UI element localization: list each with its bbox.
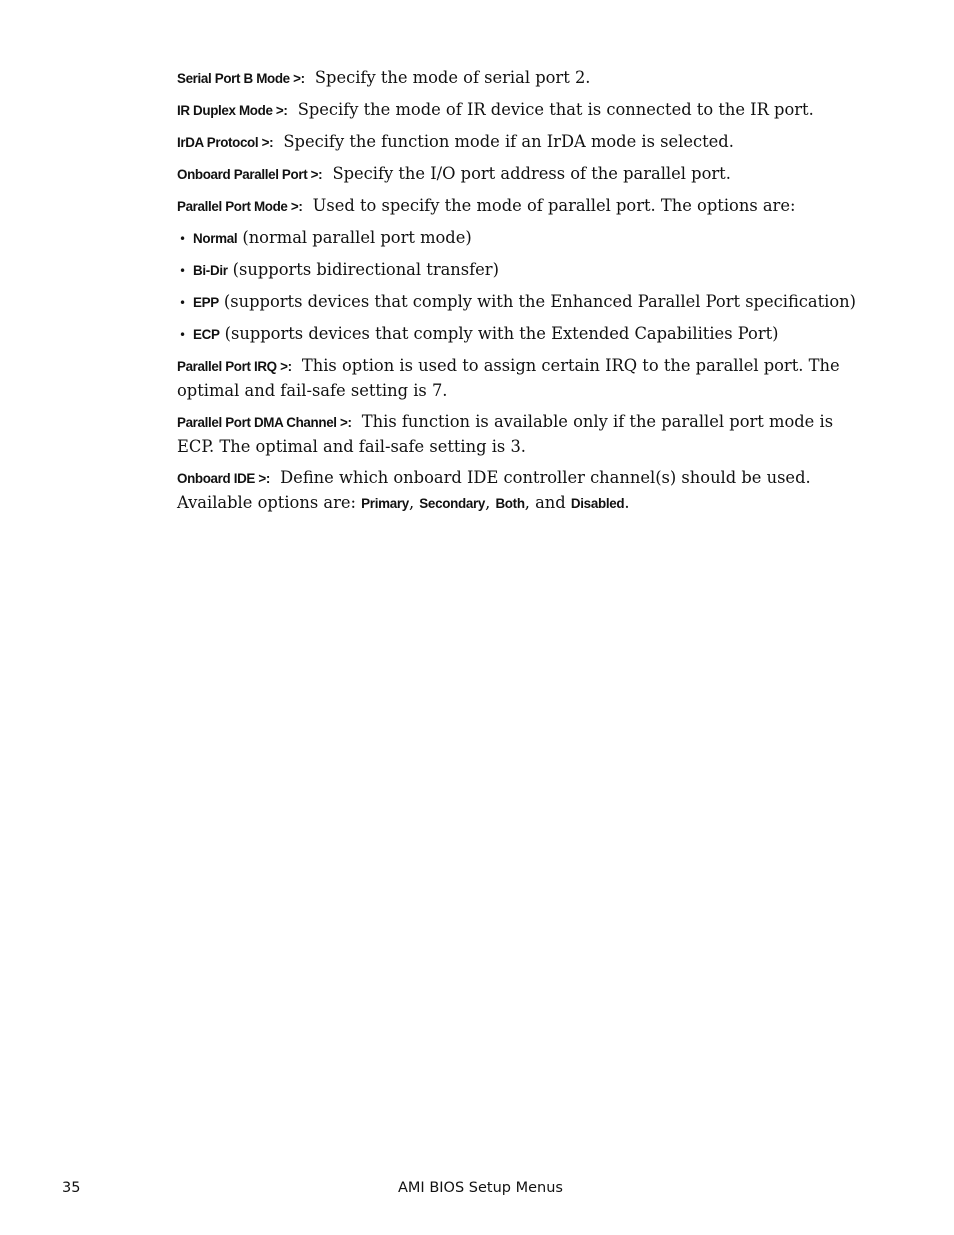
entry-label: Parallel Port DMA Channel >: <box>177 415 352 430</box>
option-desc: (supports devices that comply with the Enhanced Parallel Port specification) <box>223 292 857 311</box>
entry-parallel-port-mode <box>177 194 867 219</box>
option-desc: (supports devices that comply with the Extended Capabilities Port) <box>224 324 779 343</box>
entry-label: Serial Port B Mode >: <box>177 71 305 86</box>
entry-label: IrDA Protocol >: <box>177 135 274 150</box>
page-number: 35 <box>62 1180 81 1196</box>
separator: , <box>485 493 496 512</box>
entry-text: Define which onboard IDE controller channel(s) should be used. Available options are: <box>177 468 811 512</box>
entry-text: Specify the mode of serial port 2. <box>314 68 591 87</box>
list-item <box>177 290 867 315</box>
entry-serial-port-b-mode <box>177 66 867 91</box>
bullet-icon: • <box>179 264 187 278</box>
separator: , and <box>524 493 571 512</box>
entry-onboard-ide <box>177 466 867 516</box>
entry-text: Specify the I/O port address of the parallel port. <box>332 164 731 183</box>
option-term: EPP <box>193 295 219 310</box>
entry-ir-duplex-mode <box>177 98 867 123</box>
entry-label: Onboard Parallel Port >: <box>177 167 323 182</box>
option-primary: Primary <box>361 496 409 511</box>
option-disabled: Disabled <box>570 496 625 511</box>
bullet-icon: • <box>179 232 187 246</box>
option-desc: (normal parallel port mode) <box>242 228 472 247</box>
entry-text: Specify the function mode if an IrDA mode is selected. <box>283 132 734 151</box>
entry-text: This option is used to assign certain IRQ to the parallel port. The optimal and fail-safe setting is 7. <box>177 356 840 400</box>
entry-parallel-port-dma-channel <box>177 410 867 459</box>
entry-text: Used to specify the mode of parallel port. The options are: <box>312 196 796 215</box>
option-term: ECP <box>193 327 220 342</box>
sentence-end: . <box>624 493 630 512</box>
option-desc: (supports bidirectional transfer) <box>232 260 499 279</box>
bullet-icon: • <box>179 328 187 342</box>
option-both: Both <box>495 496 525 511</box>
entry-label: IR Duplex Mode >: <box>177 103 288 118</box>
option-term: Bi-Dir <box>193 263 228 278</box>
entry-text: This function is available only if the parallel port mode is ECP. The optimal and fail-safe setting is 3. <box>177 412 834 456</box>
document-body <box>177 66 867 523</box>
entry-parallel-port-irq <box>177 354 867 403</box>
entry-label: Parallel Port Mode >: <box>177 199 303 214</box>
list-item <box>177 322 867 347</box>
entry-irda-protocol <box>177 130 867 155</box>
parallel-port-mode-options <box>177 226 867 347</box>
entry-onboard-parallel-port <box>177 162 867 187</box>
running-footer-title: AMI BIOS Setup Menus <box>398 1180 563 1196</box>
list-item <box>177 258 867 283</box>
entry-text: Specify the mode of IR device that is connected to the IR port. <box>297 100 814 119</box>
separator: , <box>408 493 420 512</box>
list-item <box>177 226 867 251</box>
option-secondary: Secondary <box>419 496 486 511</box>
option-term: Normal <box>193 231 238 246</box>
bullet-icon: • <box>179 296 187 310</box>
entry-label: Parallel Port IRQ >: <box>177 359 292 374</box>
entry-label: Onboard IDE >: <box>177 471 270 486</box>
